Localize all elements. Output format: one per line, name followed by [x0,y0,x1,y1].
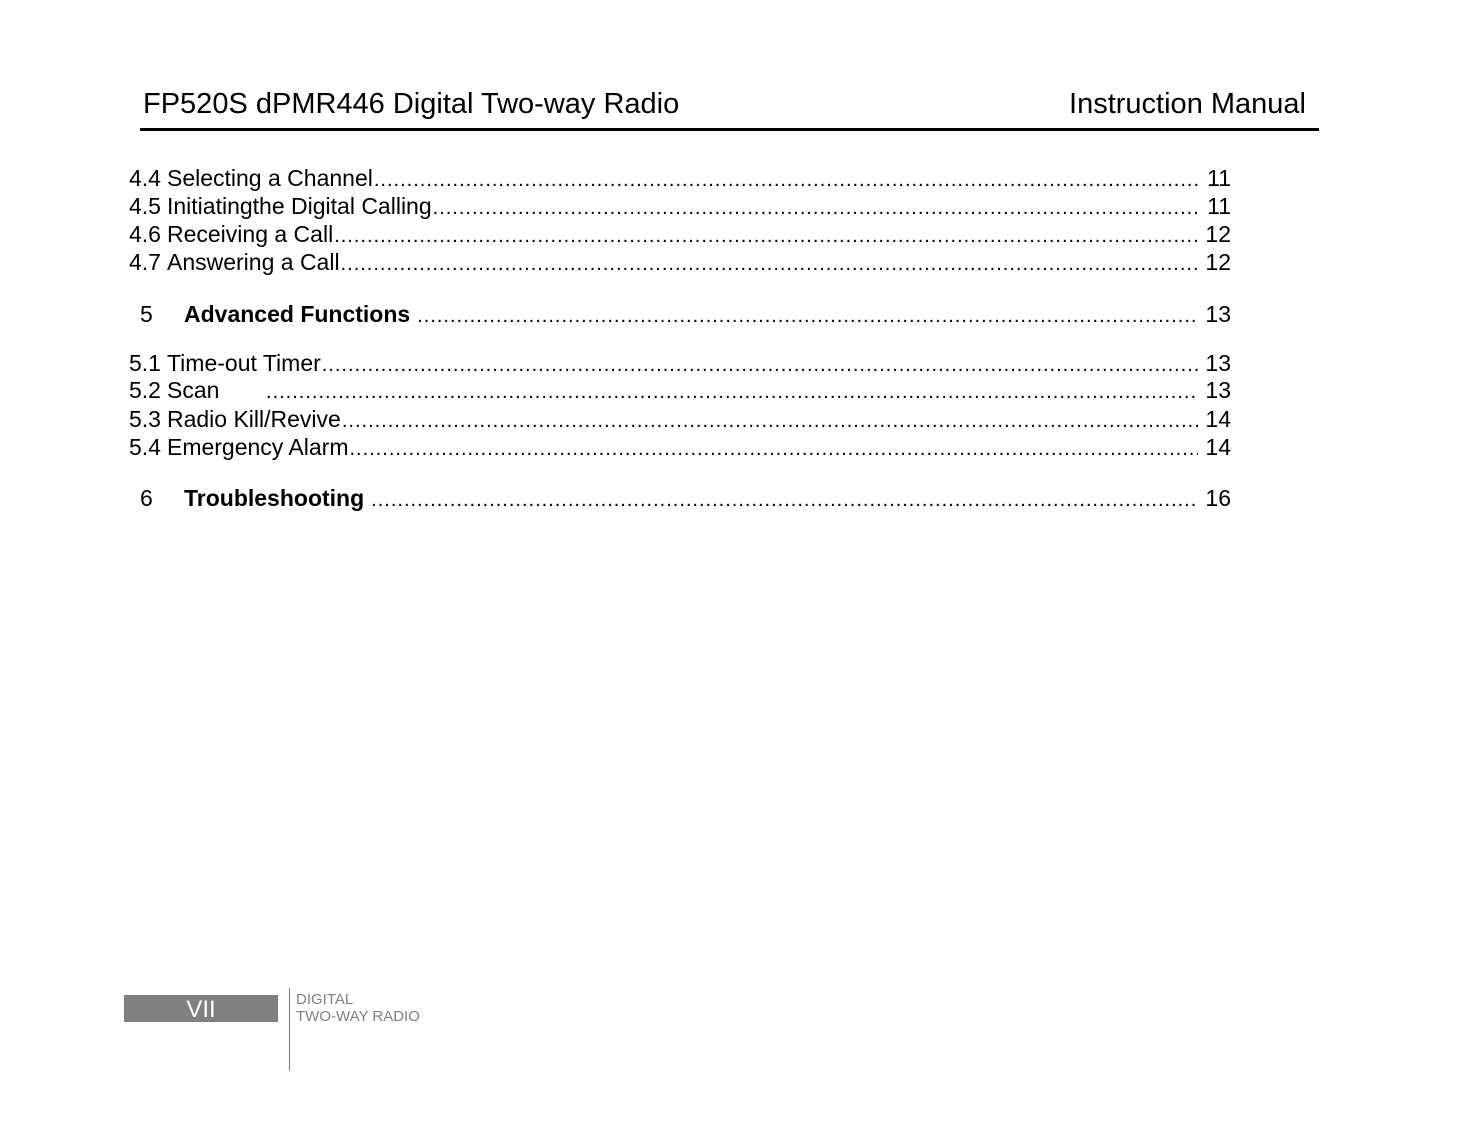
footer-divider [289,988,290,1071]
toc-entry-5-3[interactable] [129,405,1231,435]
footer-brand-line1: DIGITAL [296,991,354,1008]
toc-entry-number: 5.1 [129,350,161,376]
toc-entry-title: Selecting a Channel [166,165,373,191]
toc-section-number: 5 [140,301,153,327]
page-number-tab: VII [124,995,278,1022]
toc-entry-page: 12 [1205,249,1231,275]
toc-entry-page: 13 [1205,377,1231,403]
toc-section-title: Advanced Functions [184,301,411,327]
toc-entry-5-1[interactable] [129,349,1231,379]
toc-section-title: Troubleshooting [184,485,365,511]
toc-entry-page: 11 [1207,193,1231,219]
toc-entry-title: Time-out Timer [166,350,321,376]
toc-entry-number: 4.4 [129,165,161,191]
toc-section-number: 6 [140,485,153,511]
toc-entry-title: Radio Kill/Revive [166,406,341,432]
toc-section-page: 13 [1205,301,1231,327]
toc-entry-number: 4.7 [129,249,161,275]
toc-section-6[interactable] [129,484,1231,514]
toc-entry-4-5[interactable] [129,192,1231,222]
toc-dot-leader [371,486,1198,514]
toc-dot-leader [433,194,1198,222]
toc-entry-title: Receiving a Call [166,221,334,247]
toc-entry-number: 5.4 [129,434,161,460]
toc-entry-number: 5.2 [129,377,161,403]
toc-entry-4-6[interactable] [129,220,1231,250]
toc-entry-5-2[interactable] [129,376,1231,406]
toc-entry-title: Answering a Call [166,249,340,275]
toc-entry-title: Emergency Alarm [166,434,349,460]
toc-dot-leader [266,378,1198,406]
toc-dot-leader [334,222,1198,250]
toc-entry-title: Initiatingthe Digital Calling [166,193,432,219]
toc-entry-number: 5.3 [129,406,161,432]
toc-entry-page: 14 [1205,406,1231,432]
toc-dot-leader [342,407,1198,435]
document-title: FP520S dPMR446 Digital Two-way Radio [143,88,680,120]
toc-entry-page: 11 [1207,165,1231,191]
toc-entry-page: 12 [1205,221,1231,247]
toc-entry-page: 13 [1205,350,1231,376]
toc-dot-leader [417,302,1198,330]
page-header [140,84,1319,131]
toc-entry-number: 4.5 [129,193,161,219]
toc-entry-number: 4.6 [129,221,161,247]
toc-entry-page: 14 [1205,434,1231,460]
toc-dot-leader [341,250,1198,278]
toc-dot-leader [322,351,1198,379]
toc-dot-leader [350,435,1199,463]
document-type: Instruction Manual [1069,88,1306,120]
footer-brand [296,991,420,1025]
toc-dot-leader [374,166,1198,194]
toc-section-page: 16 [1205,485,1231,511]
toc-entry-5-4[interactable] [129,433,1231,463]
toc-entry-4-4[interactable] [129,164,1231,194]
footer-brand-line2: TWO-WAY RADIO [296,1008,420,1025]
toc-section-5[interactable] [129,300,1231,330]
toc-entry-title: Scan [166,377,220,403]
toc-entry-4-7[interactable] [129,248,1231,278]
